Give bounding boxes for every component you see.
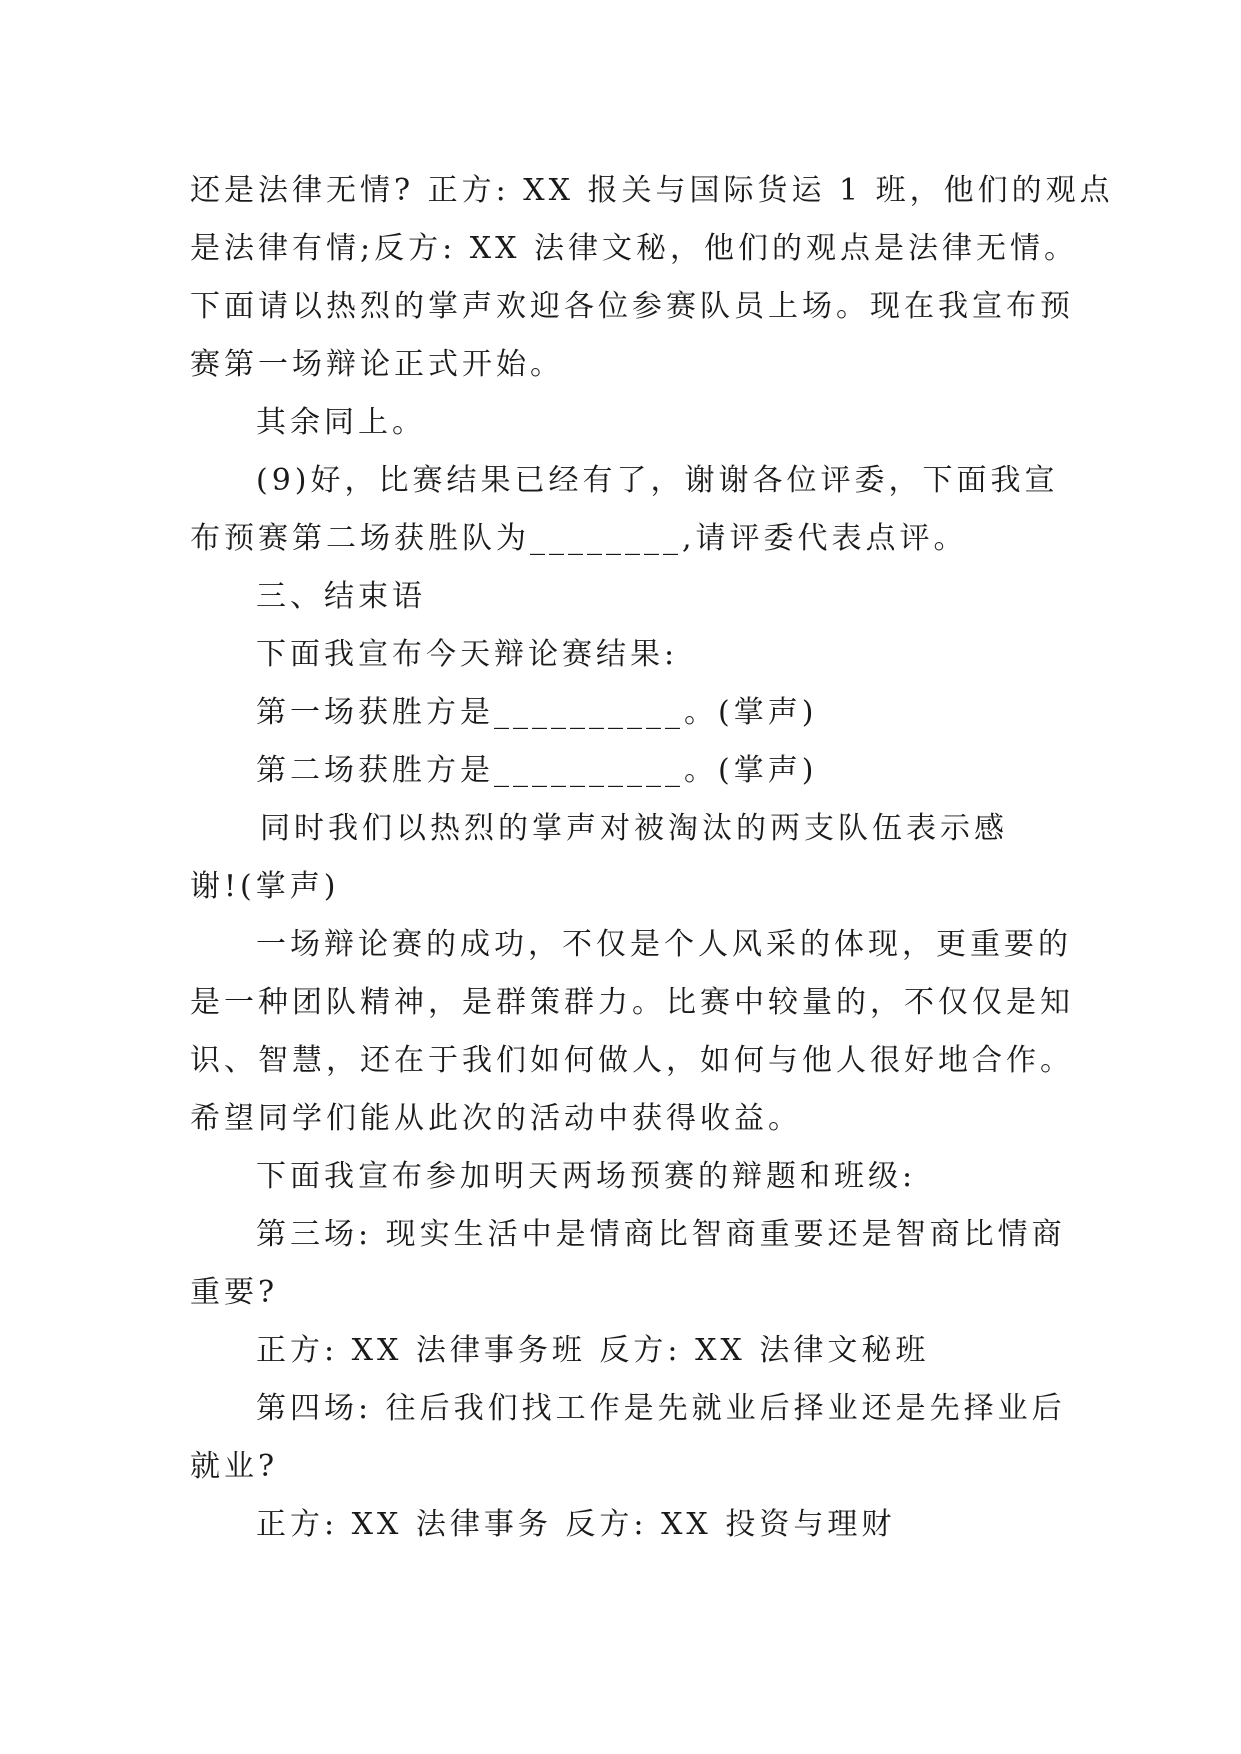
text-line: 第三场: 现实生活中是情商比智商重要还是智商比情商 [256,1217,1066,1252]
text-line: 其余同上。 [256,405,426,440]
text-line: 下面请以热烈的掌声欢迎各位参赛队员上场。现在我宣布预 [190,289,1074,324]
section-heading: 三、结束语 [256,579,426,614]
text-line: (9)好，比赛结果已经有了，谢谢各位评委，下面我宣 [256,463,1059,498]
document-body [190,162,1114,1554]
text-line: 识、智慧，还在于我们如何做人，如何与他人很好地合作。 [190,1043,1074,1078]
text-line: 下面我宣布今天辩论赛结果: [256,637,679,672]
text-line: 第二场获胜方是__________。(掌声) [256,753,818,788]
text-line: 第四场: 往后我们找工作是先就业后择业还是先择业后 [256,1391,1066,1426]
text-line: 就业? [190,1449,279,1484]
text-line: 是一种团队精神，是群策群力。比赛中较量的，不仅仅是知 [190,985,1074,1020]
text-line: 正方: XX 法律事务 反方: XX 投资与理财 [256,1507,896,1542]
text-line: 同时我们以热烈的掌声对被淘汰的两支队伍表示感 [260,811,1008,846]
text-line: 正方: XX 法律事务班 反方: XX 法律文秘班 [256,1333,930,1368]
text-line: 赛第一场辩论正式开始。 [190,347,564,382]
text-line: 第一场获胜方是__________。(掌声) [256,695,818,730]
text-line: 下面我宣布参加明天两场预赛的辩题和班级: [256,1159,917,1194]
text-line: 重要? [190,1275,279,1310]
text-line: 谢!(掌声) [190,869,340,904]
text-line: 还是法律无情? 正方: XX 报关与国际货运 1 班，他们的观点 [190,173,1114,208]
text-line: 一场辩论赛的成功，不仅是个人风采的体现，更重要的 [256,927,1072,962]
text-line: 是法律有情;反方: XX 法律文秘，他们的观点是法律无情。 [190,231,1079,266]
text-line: 希望同学们能从此次的活动中获得收益。 [190,1101,802,1136]
text-line: 布预赛第二场获胜队为________,请评委代表点评。 [190,521,968,556]
